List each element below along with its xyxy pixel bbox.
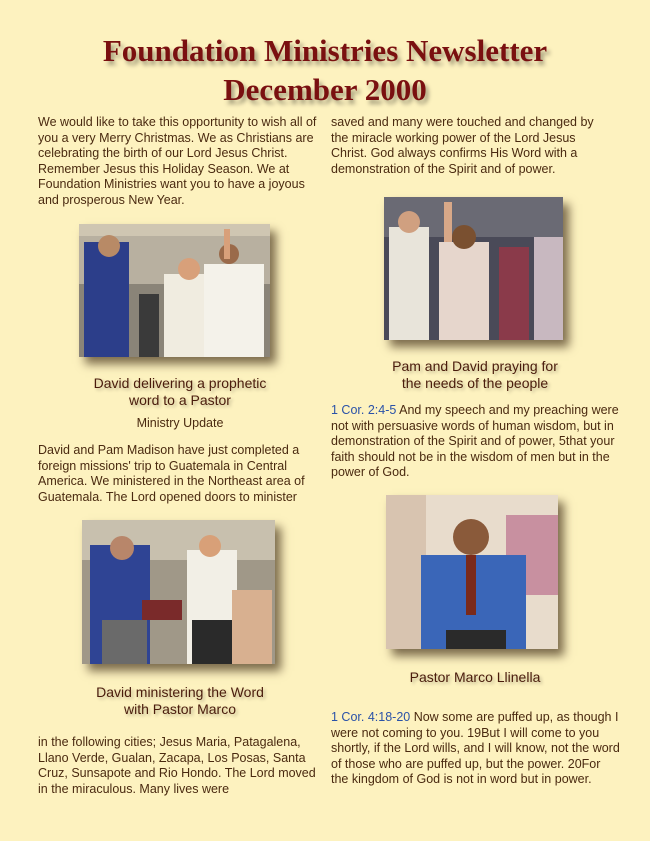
photo-prophetic-word [79, 224, 270, 357]
photo2-caption-line2: with Pastor Marco [123, 701, 237, 717]
verse2-reference: 1 Cor. 4:18-20 [331, 710, 411, 724]
photo1-caption-line1: David delivering a prophetic [93, 375, 267, 391]
verse1-text: And my speech and my preaching were not with persuasive words of human wisdom, but in demonstration of the Spirit and of power, 5that your faith should not be in the wisdom of men but in the power of God. [331, 403, 619, 480]
verse2-paragraph [331, 710, 621, 788]
photo4-caption: Pastor Marco Llinella [409, 669, 541, 685]
photo3-caption-line1: Pam and David praying for [392, 358, 558, 374]
photo3-caption [355, 358, 595, 392]
verse2-text: Now some are puffed up, as though I were not coming to you. 19But I will come to you shortly, if the Lord wills, and I will know, not the word of those who are puffed up, but the power. 20For the kingdom of God is not in word but in power. [331, 710, 620, 787]
photo1-caption-line2: word to a Pastor [129, 392, 231, 408]
newsletter-title: Foundation Ministries Newsletter [102, 33, 548, 68]
photo-pastor-marco-ministering [82, 520, 275, 664]
verse1-paragraph [331, 403, 621, 481]
photo2-caption-line1: David ministering the Word [96, 684, 264, 700]
verse1-reference: 1 Cor. 2:4-5 [331, 403, 397, 417]
photo2-caption [60, 684, 300, 718]
newsletter-date: December 2000 [223, 72, 427, 107]
intro-paragraph: We would like to take this opportunity to wish all of you a very Merry Christmas. We as Christians are celebrating the birth of our Lord Jesus Christ. Remember Jesus this Holiday Season. We at Foundation Ministries want you to have a joyous and prosperous New Year. [38, 115, 317, 207]
continuation-paragraph: saved and many were touched and changed by the miracle working power of the Lord Jesus Christ. God always confirms His Word with a demonstration of the Spirit and of power. [331, 115, 594, 176]
cities-paragraph: in the following cities; Jesus Maria, Patagalena, Llano Verde, Gualan, Zacapa, Los Posas, Santa Cruz, Sunsapote and Rio Hondo. The Lord moved in the miraculous. Many lives were [38, 735, 316, 796]
photo-praying-for-people [384, 197, 563, 340]
update-paragraph: David and Pam Madison have just completed a foreign missions' trip to Guatemala in Central America. We ministered in the Northeast area of Guatemala. The Lord opened doors to minister [38, 443, 305, 504]
section-heading-ministry-update: Ministry Update [136, 416, 224, 430]
photo-pastor-marco-llinella [386, 495, 558, 649]
photo1-caption [60, 375, 300, 409]
photo3-caption-line2: the needs of the people [401, 375, 549, 391]
